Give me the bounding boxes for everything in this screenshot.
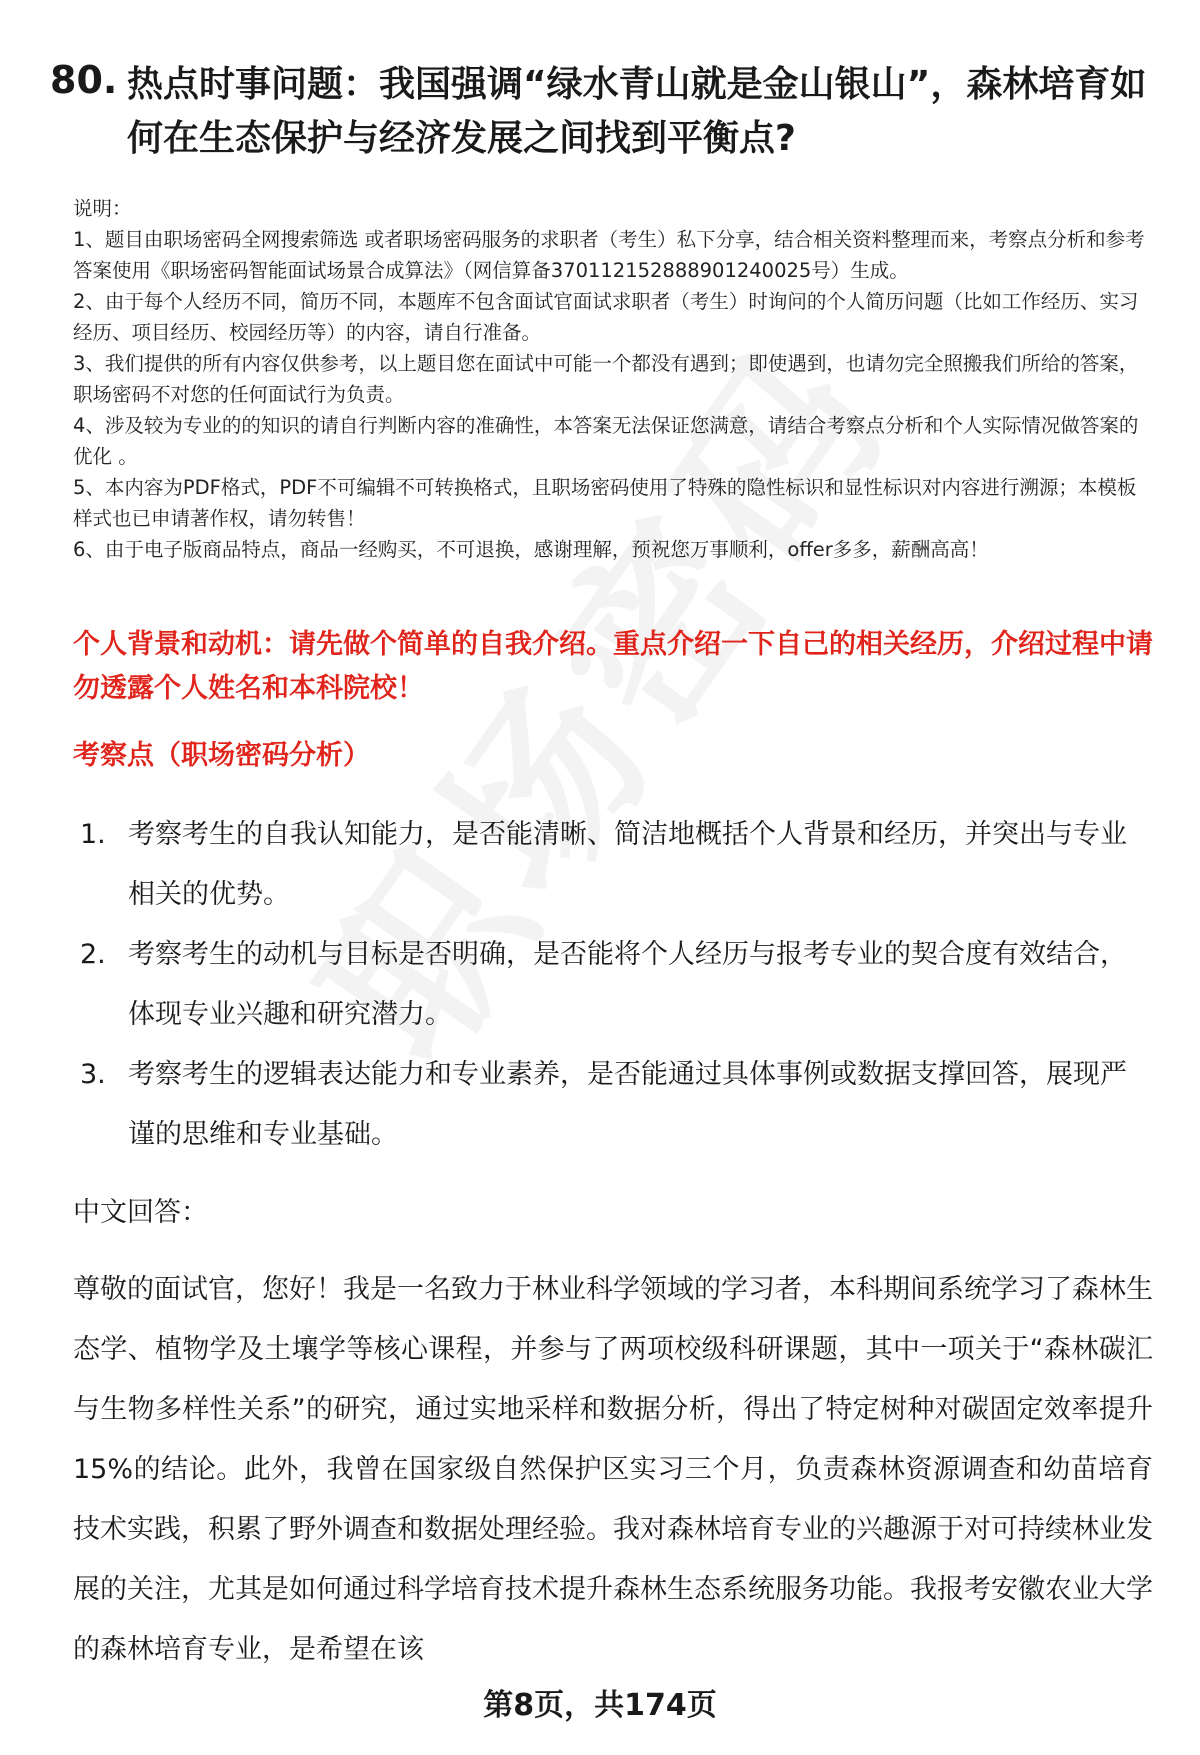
point-number: 1. — [80, 819, 106, 850]
point-text: 考察考生的逻辑表达能力和专业素养，是否能通过具体事例或数据支撑回答，展现严谨的思维和专业基础。 — [128, 1059, 1127, 1150]
note-item: 1、题目由职场密码全网搜索筛选 或者职场密码服务的求职者（考生）私下分享，结合相关资料整理而来，考察点分析和参考答案使用《职场密码智能面试场景合成算法》（网信算备370112152888901240025号）生成。 — [73, 228, 1145, 282]
list-item — [80, 1045, 1150, 1165]
analysis-heading: 考察点（职场密码分析） — [73, 740, 370, 771]
notes-section — [73, 193, 1153, 565]
note-item: 4、涉及较为专业的的知识的请自行判断内容的准确性，本答案无法保证您满意，请结合考察点分析和个人实际情况做答案的优化 。 — [73, 414, 1139, 468]
point-text: 考察考生的动机与目标是否明确，是否能将个人经历与报考专业的契合度有效结合，体现专业兴趣和研究潜力。 — [128, 939, 1127, 1030]
note-item: 5、本内容为PDF格式，PDF不可编辑不可转换格式，且职场密码使用了特殊的隐性标识和显性标识对内容进行溯源；本模板样式也已申请著作权，请勿转售！ — [73, 476, 1137, 530]
point-number: 2. — [80, 939, 106, 970]
list-item — [80, 805, 1150, 925]
notes-title: 说明： — [73, 197, 132, 220]
question-title: 热点时事问题：我国强调“绿水青山就是金山银山”，森林培育如何在生态保护与经济发展之间找到平衡点? — [127, 64, 1147, 159]
answer-text: 尊敬的面试官，您好！我是一名致力于林业科学领域的学习者，本科期间系统学习了森林生态学、植物学及土壤学等核心课程，并参与了两项校级科研课题，其中一项关于“森林碳汇与生物多样性关系”的研究，通过实地采样和数据分析，得出了特定树种对碳固定效率提升15%的结论。此外，我曾在国家级自然保护区实习三个月，负责森林资源调查和幼苗培育技术实践，积累了野外调查和数据处理经验。我对森林培育专业的兴趣源于对可持续林业发展的关注，尤其是如何通过科学培育技术提升森林生态系统服务功能。我报考安徽农业大学的森林培育专业，是希望在该 — [73, 1274, 1153, 1665]
note-item: 6、由于电子版商品特点，商品一经购买，不可退换，感谢理解，预祝您万事顺利，offer多多，薪酬高高！ — [73, 538, 989, 561]
analysis-points-list — [80, 805, 1150, 1165]
page-footer: 第8页，共174页 — [483, 1688, 717, 1723]
point-text: 考察考生的自我认知能力，是否能清晰、简洁地概括个人背景和经历，并突出与专业相关的优势。 — [128, 819, 1127, 910]
note-item: 2、由于每个人经历不同，简历不同，本题库不包含面试官面试求职者（考生）时询问的个人简历问题（比如工作经历、实习经历、项目经历、校园经历等）的内容，请自行准备。 — [73, 290, 1139, 344]
point-number: 3. — [80, 1059, 106, 1090]
list-item — [80, 925, 1150, 1045]
answer-label: 中文回答： — [73, 1197, 208, 1228]
note-item: 3、我们提供的所有内容仅供参考，以上题目您在面试中可能一个都没有遇到；即使遇到，也请勿完全照搬我们所给的答案，职场密码不对您的任何面试行为负责。 — [73, 352, 1139, 406]
question-number: 80. — [50, 58, 118, 102]
background-heading: 个人背景和动机：请先做个简单的自我介绍。重点介绍一下自己的相关经历，介绍过程中请勿透露个人姓名和本科院校！ — [73, 629, 1153, 704]
